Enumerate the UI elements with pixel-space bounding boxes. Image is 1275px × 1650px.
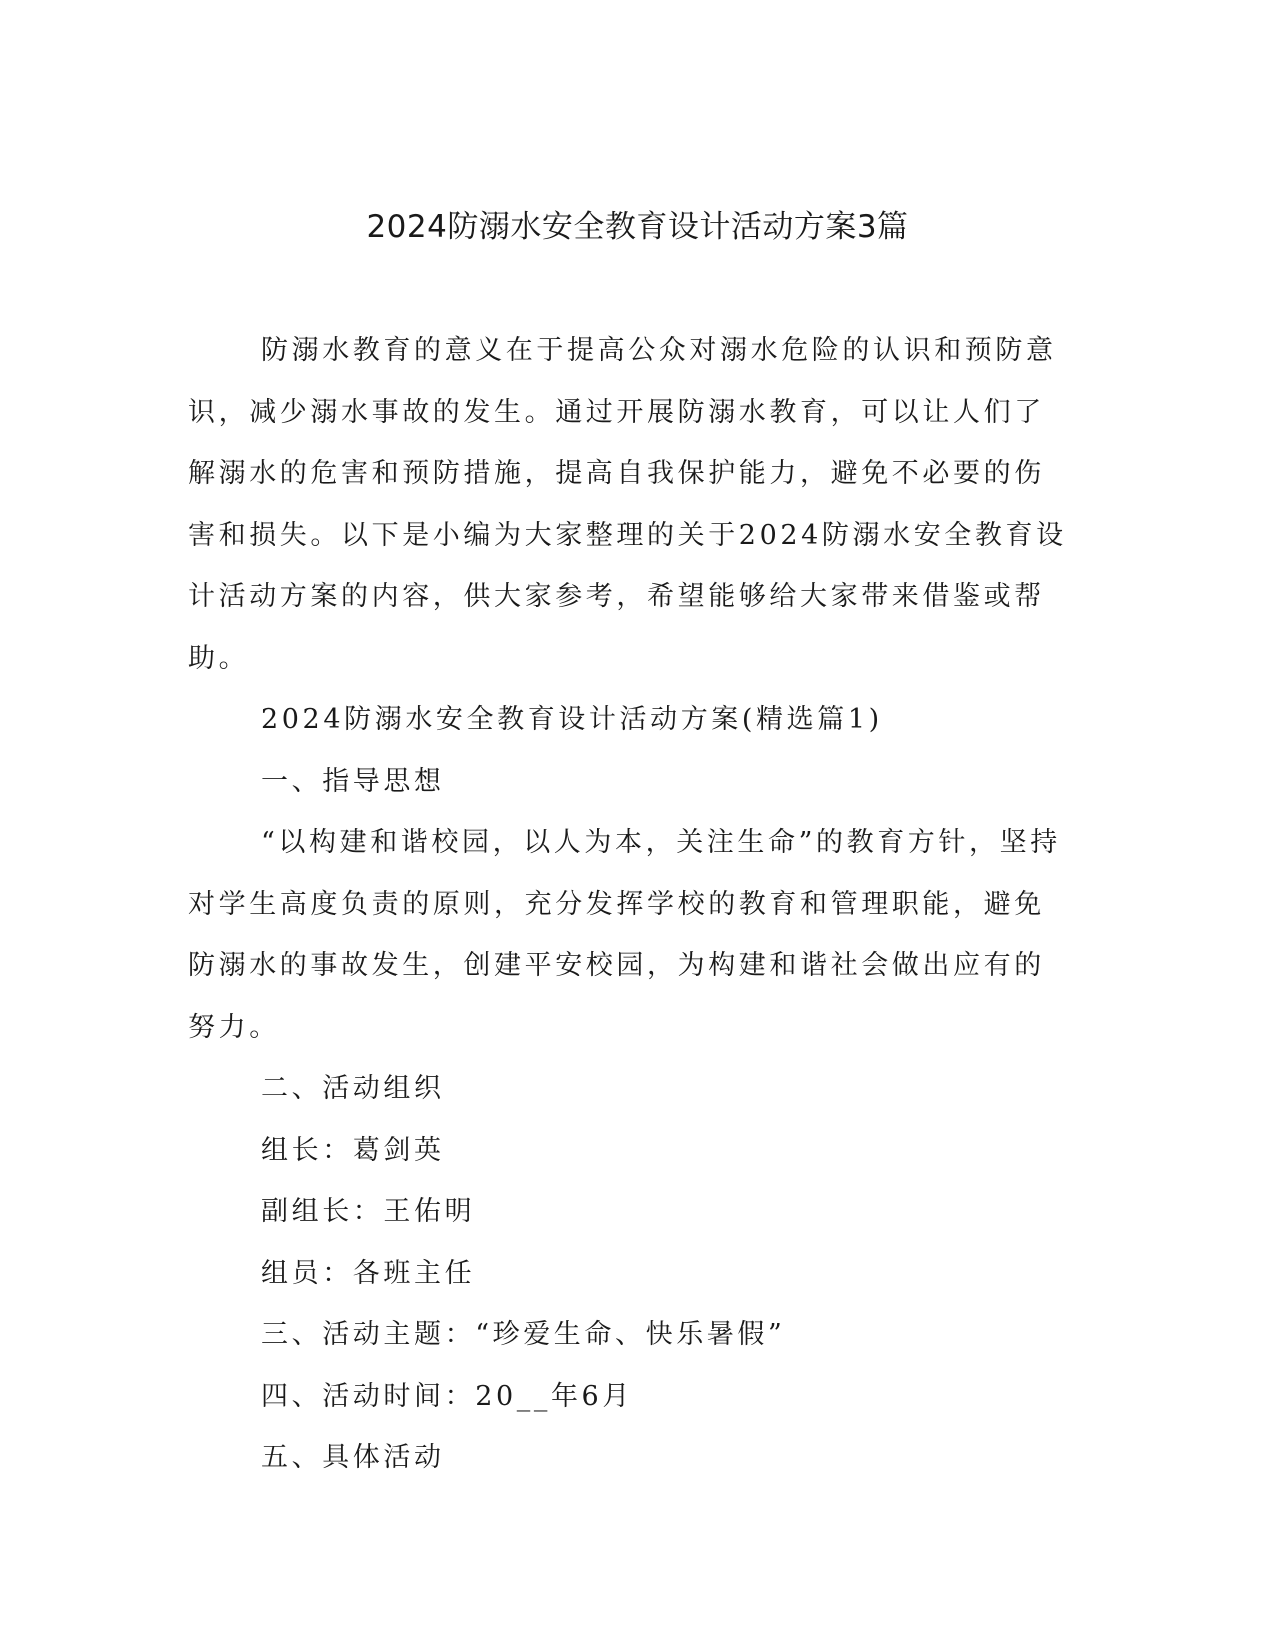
intro-paragraph: 防溺水教育的意义在于提高公众对溺水危险的认识和预防意识，减少溺水事故的发生。通过开展防溺水教育，可以让人们了解溺水的危害和预防措施，提高自我保护能力，避免不必要的伤害和损失。以下是小编为大家整理的关于2024防溺水安全教育设计活动方案的内容，供大家参考，希望能够给大家带来借鉴或帮助。 — [188, 335, 1067, 674]
guiding-thought-paragraph: “以构建和谐校园，以人为本，关注生命”的教育方针，坚持对学生高度负责的原则，充分发挥学校的教育和管理职能，避免防溺水的事故发生，创建平安校园，为构建和谐社会做出应有的努力。 — [188, 827, 1061, 1043]
heading-activity-theme: 三、活动主题：“珍爱生命、快乐暑假” — [261, 1319, 786, 1350]
document-title: 2024防溺水安全教育设计活动方案3篇 — [366, 209, 909, 245]
leader-line: 组长：葛剑英 — [261, 1134, 445, 1166]
heading-guiding-thought: 一、指导思想 — [261, 765, 445, 797]
deputy-leader-line: 副组长：王佑明 — [261, 1196, 476, 1227]
document-body — [188, 320, 1068, 1489]
heading-activity-organization: 二、活动组织 — [261, 1073, 445, 1104]
heading-specific-activities: 五、具体活动 — [261, 1442, 445, 1473]
heading-activity-time: 四、活动时间：20__年6月 — [261, 1380, 633, 1412]
members-line: 组员：各班主任 — [261, 1257, 476, 1289]
section-heading: 2024防溺水安全教育设计活动方案(精选篇1) — [261, 704, 883, 735]
